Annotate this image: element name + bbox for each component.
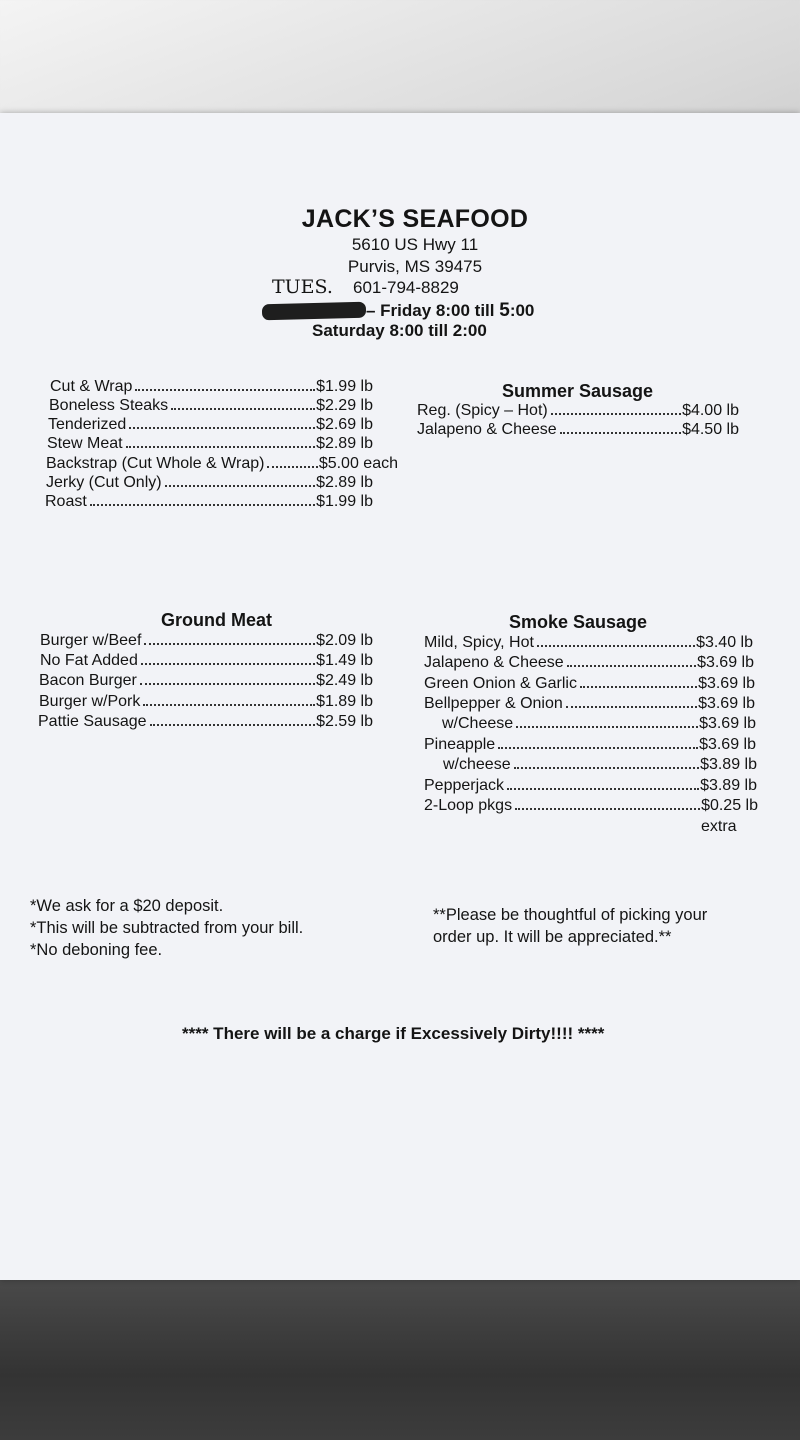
list-item: Burger w/Pork $1.89 lb — [39, 693, 373, 710]
street-address: 5610 US Hwy 11 — [351, 235, 479, 254]
handwritten-five: 5 — [499, 300, 510, 321]
list-item: Pattie Sausage $2.59 lb — [38, 713, 373, 730]
list-item: Bacon Burger $2.49 lb — [39, 672, 373, 689]
summer-sausage-heading: Summer Sausage — [502, 381, 654, 401]
pickup-notes — [433, 904, 707, 948]
list-item: Roast $1.99 lb — [45, 493, 373, 510]
smoke-sausage-heading: Smoke Sausage — [509, 612, 648, 632]
weekday-hours-text: – Friday 8:00 till — [366, 301, 500, 320]
list-item: Green Onion & Garlic $3.69 lb — [424, 675, 755, 692]
note-line: order up. It will be appreciated.** — [433, 928, 672, 946]
phone-number: 601-794-8829 — [353, 278, 459, 297]
list-item: Stew Meat $2.89 lb — [47, 435, 373, 452]
saturday-hours: Saturday 8:00 till 2:00 — [312, 321, 487, 340]
list-item: Jalapeno & Cheese $3.69 lb — [424, 654, 754, 671]
city-state-zip: Purvis, MS 39475 — [347, 257, 483, 276]
list-item: Mild, Spicy, Hot $3.40 lb — [424, 634, 753, 651]
list-item: Backstrap (Cut Whole & Wrap) $5.00 each — [46, 455, 398, 472]
list-item: Tenderized $2.69 lb — [48, 416, 373, 433]
handwritten-day: TUES. — [272, 276, 333, 298]
note-line: *We ask for a $20 deposit. — [30, 897, 224, 915]
list-item: w/cheese $3.89 lb — [443, 756, 757, 773]
list-item: Cut & Wrap $1.99 lb — [50, 378, 373, 395]
weekday-hours-end: :00 — [509, 301, 535, 320]
price-sheet — [0, 113, 800, 1280]
list-item: Jerky (Cut Only) $2.89 lb — [46, 474, 373, 491]
weekday-hours — [366, 300, 534, 322]
list-item: Pepperjack $3.89 lb — [424, 777, 757, 794]
extra-label: extra — [701, 818, 737, 835]
list-item: 2-Loop pkgs $0.25 lb — [424, 797, 758, 814]
dirty-charge-warning: **** There will be a charge if Excessively Dirty!!!! **** — [182, 1024, 605, 1043]
ground-meat-heading: Ground Meat — [161, 610, 272, 630]
list-item: Pineapple $3.69 lb — [424, 736, 756, 753]
redaction-mark — [262, 302, 366, 321]
list-item: No Fat Added $1.49 lb — [40, 652, 373, 669]
note-line: **Please be thoughtful of picking your — [433, 906, 708, 924]
list-item: Reg. (Spicy – Hot) $4.00 lb — [417, 402, 739, 419]
list-item: Jalapeno & Cheese $4.50 lb — [417, 421, 739, 438]
list-item: Boneless Steaks $2.29 lb — [49, 397, 373, 414]
list-item: Burger w/Beef $2.09 lb — [40, 632, 373, 649]
deposit-notes — [30, 895, 303, 961]
list-item: Bellpepper & Onion $3.69 lb — [424, 695, 755, 712]
floor-background — [0, 1278, 800, 1440]
list-item: w/Cheese $3.69 lb — [442, 715, 756, 732]
note-line: *This will be subtracted from your bill. — [30, 919, 304, 937]
business-name: JACK’S SEAFOOD — [301, 205, 529, 233]
note-line: *No deboning fee. — [30, 941, 163, 959]
